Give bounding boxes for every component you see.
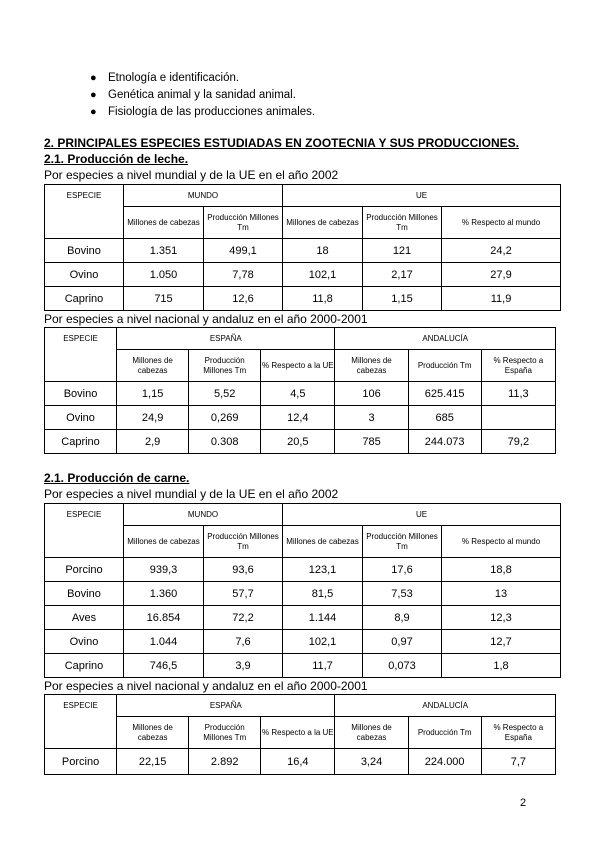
topic-bullet-list [90, 70, 315, 121]
group-header-mundo: MUNDO [124, 504, 283, 526]
table-cell: 12,6 [204, 287, 283, 311]
species-cell: Ovino [45, 630, 124, 654]
column-header: Millones de cabezas [283, 207, 363, 239]
milk-national-table [44, 327, 556, 454]
table-cell: 0,269 [189, 406, 261, 430]
table-cell: 18,8 [442, 558, 561, 582]
milk-world-table [44, 184, 561, 311]
table-row [45, 558, 561, 582]
list-item: ● Fisiología de las producciones animales. [90, 104, 315, 121]
bullet-dot-icon: ● [90, 89, 97, 101]
column-header: Millones de cabezas [283, 526, 363, 558]
milk-production-heading: 2.1. Producción de leche. [44, 152, 189, 166]
page-number: 2 [520, 797, 527, 809]
column-header: % Respecto a España [481, 717, 555, 749]
table-cell: 24,2 [442, 239, 561, 263]
list-item: ● Genética animal y la sanidad animal. [90, 87, 315, 104]
table-cell: 17,6 [363, 558, 442, 582]
column-header: % Respecto a la UE [261, 717, 335, 749]
column-header: Producción Millones Tm [363, 526, 442, 558]
column-header: Millones de cabezas [117, 717, 189, 749]
group-header-andalucia: ANDALUCÍA [335, 695, 556, 717]
table-cell: 24,9 [117, 406, 189, 430]
table-cell: 11,9 [442, 287, 561, 311]
column-header: Producción Millones Tm [363, 207, 442, 239]
table-cell: 11,3 [481, 382, 555, 406]
table-cell: 27,9 [442, 263, 561, 287]
species-cell: Porcino [45, 749, 117, 775]
table-cell: 11,7 [283, 654, 363, 678]
species-cell: Ovino [45, 263, 124, 287]
species-cell: Caprino [45, 430, 117, 454]
column-header: Millones de cabezas [124, 526, 204, 558]
milk-world-caption: Por especies a nivel mundial y de la UE en el año 2002 [44, 168, 339, 182]
meat-national-caption: Por especies a nivel nacional y andaluz en el año 2000-2001 [44, 679, 368, 693]
table-cell: 1.360 [124, 582, 204, 606]
table-cell: 12,3 [442, 606, 561, 630]
group-header-ue: UE [283, 185, 561, 207]
table-cell: 685 [408, 406, 481, 430]
column-header-especie: ESPECIE [45, 328, 117, 382]
table-cell: 72,2 [204, 606, 283, 630]
table-cell: 11,8 [283, 287, 363, 311]
table-cell: 16.854 [124, 606, 204, 630]
column-header-especie: ESPECIE [45, 504, 124, 558]
table-cell: 2,17 [363, 263, 442, 287]
table-cell: 746,5 [124, 654, 204, 678]
table-cell: 79,2 [481, 430, 555, 454]
table-row [45, 582, 561, 606]
table-row [45, 430, 556, 454]
table-cell: 625.415 [408, 382, 481, 406]
column-header: Producción Millones Tm [189, 350, 261, 382]
species-cell: Caprino [45, 654, 124, 678]
column-header: Producción Millones Tm [204, 526, 283, 558]
table-cell: 7,7 [481, 749, 555, 775]
meat-national-table [44, 694, 556, 775]
table-cell: 0.308 [189, 430, 261, 454]
table-cell: 102,1 [283, 630, 363, 654]
section-heading: 2. PRINCIPALES ESPECIES ESTUDIADAS EN ZOOTECNIA Y SUS PRODUCCIONES. [44, 136, 519, 150]
bullet-dot-icon: ● [90, 106, 97, 118]
table-row [45, 382, 556, 406]
table-cell: 13 [442, 582, 561, 606]
table-cell: 785 [335, 430, 408, 454]
column-header: % Respecto al mundo [442, 526, 561, 558]
column-header: Millones de cabezas [124, 207, 204, 239]
group-header-espana: ESPAÑA [117, 328, 335, 350]
column-header-especie: ESPECIE [45, 185, 124, 239]
table-cell: 106 [335, 382, 408, 406]
table-cell: 1.050 [124, 263, 204, 287]
table-cell: 2.892 [189, 749, 261, 775]
species-cell: Bovino [45, 582, 124, 606]
meat-world-caption: Por especies a nivel mundial y de la UE en el año 2002 [44, 487, 339, 501]
table-cell: 7,78 [204, 263, 283, 287]
table-cell: 5,52 [189, 382, 261, 406]
table-cell: 3 [335, 406, 408, 430]
table-cell: 1,15 [363, 287, 442, 311]
table-row [45, 630, 561, 654]
table-cell: 0,97 [363, 630, 442, 654]
table-cell: 0,073 [363, 654, 442, 678]
table-cell: 1.044 [124, 630, 204, 654]
meat-world-table [44, 503, 561, 678]
table-cell: 7,6 [204, 630, 283, 654]
column-header: Producción Tm [408, 717, 481, 749]
species-cell: Ovino [45, 406, 117, 430]
column-header: Producción Millones Tm [204, 207, 283, 239]
table-cell: 121 [363, 239, 442, 263]
table-cell: 939,3 [124, 558, 204, 582]
table-cell [481, 406, 555, 430]
column-header: Producción Millones Tm [189, 717, 261, 749]
species-cell: Bovino [45, 239, 124, 263]
table-cell: 224.000 [408, 749, 481, 775]
table-cell: 16,4 [261, 749, 335, 775]
species-cell: Caprino [45, 287, 124, 311]
table-cell: 102,1 [283, 263, 363, 287]
table-row [45, 606, 561, 630]
table-row [45, 654, 561, 678]
table-cell: 7,53 [363, 582, 442, 606]
column-header-especie: ESPECIE [45, 695, 117, 749]
table-cell: 1,15 [117, 382, 189, 406]
column-header: % Respecto al mundo [442, 207, 561, 239]
group-header-mundo: MUNDO [124, 185, 283, 207]
table-cell: 81,5 [283, 582, 363, 606]
milk-national-caption: Por especies a nivel nacional y andaluz en el año 2000-2001 [44, 312, 368, 326]
list-item: ● Etnología e identificación. [90, 70, 315, 87]
table-cell: 499,1 [204, 239, 283, 263]
bullet-dot-icon: ● [90, 72, 97, 84]
table-cell: 18 [283, 239, 363, 263]
table-cell: 1.351 [124, 239, 204, 263]
table-cell: 22,15 [117, 749, 189, 775]
table-cell: 20,5 [261, 430, 335, 454]
species-cell: Bovino [45, 382, 117, 406]
table-cell: 1,8 [442, 654, 561, 678]
table-cell: 3,24 [335, 749, 408, 775]
table-row [45, 287, 561, 311]
group-header-ue: UE [283, 504, 561, 526]
table-cell: 12,4 [261, 406, 335, 430]
table-row [45, 239, 561, 263]
table-cell: 93,6 [204, 558, 283, 582]
table-cell: 123,1 [283, 558, 363, 582]
column-header: Producción Tm [408, 350, 481, 382]
column-header: Millones de cabezas [335, 350, 408, 382]
column-header: % Respecto a España [481, 350, 555, 382]
group-header-espana: ESPAÑA [117, 695, 335, 717]
species-cell: Porcino [45, 558, 124, 582]
table-row [45, 263, 561, 287]
table-cell: 8,9 [363, 606, 442, 630]
meat-production-heading: 2.1. Producción de carne. [44, 471, 190, 485]
table-cell: 2,9 [117, 430, 189, 454]
column-header: % Respecto a la UE [261, 350, 335, 382]
table-cell: 244.073 [408, 430, 481, 454]
column-header: Millones de cabezas [117, 350, 189, 382]
species-cell: Aves [45, 606, 124, 630]
table-cell: 12,7 [442, 630, 561, 654]
table-cell: 57,7 [204, 582, 283, 606]
table-row [45, 749, 556, 775]
table-row [45, 406, 556, 430]
table-cell: 4,5 [261, 382, 335, 406]
table-cell: 3,9 [204, 654, 283, 678]
table-cell: 715 [124, 287, 204, 311]
column-header: Millones de cabezas [335, 717, 408, 749]
table-cell: 1.144 [283, 606, 363, 630]
group-header-andalucia: ANDALUCÍA [335, 328, 556, 350]
